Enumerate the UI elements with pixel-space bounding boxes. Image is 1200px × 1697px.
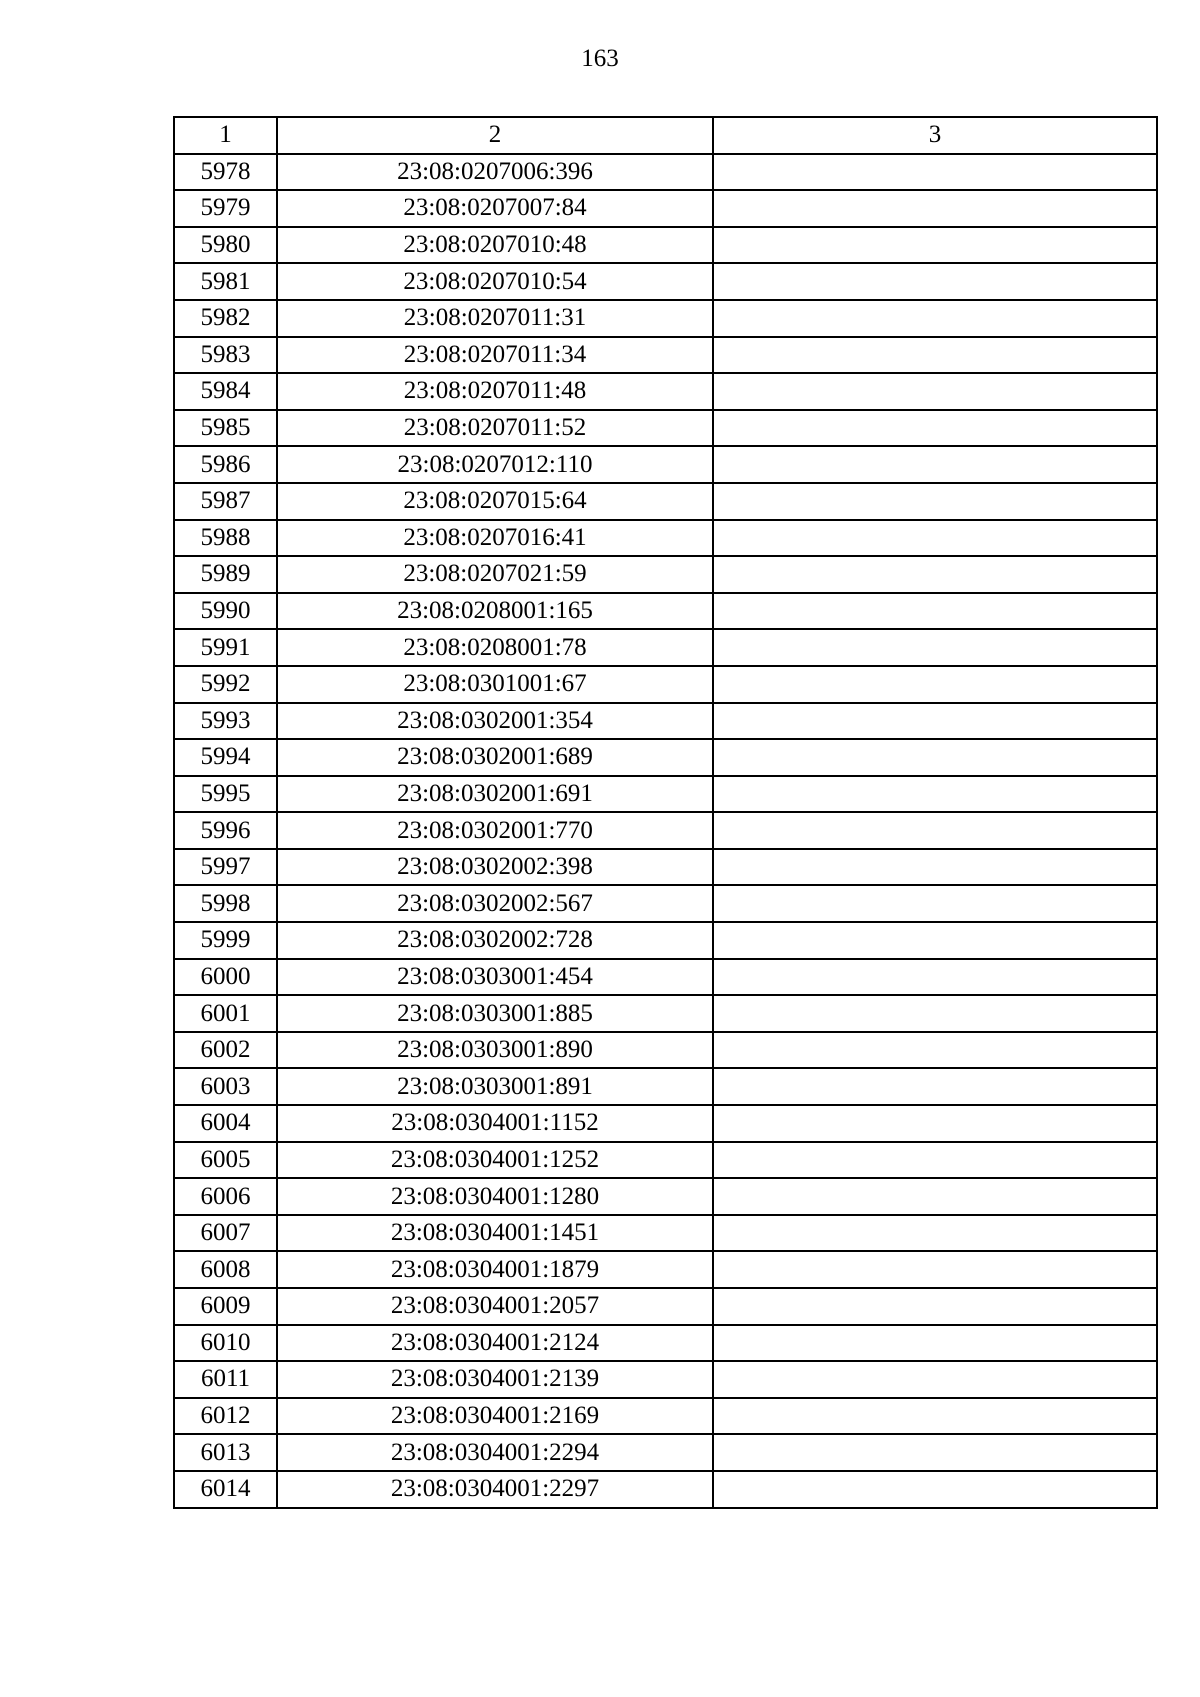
table-row [174,1471,1157,1508]
table-header-row [174,117,1157,154]
note-cell [713,410,1157,447]
cadastral-number-cell: 23:08:0207012:110 [277,446,713,483]
table-row [174,263,1157,300]
note-cell [713,885,1157,922]
row-number-cell: 6008 [174,1251,277,1288]
table-row [174,154,1157,191]
row-number-cell: 5985 [174,410,277,447]
table-row [174,1288,1157,1325]
note-cell [713,1068,1157,1105]
column-header-1: 1 [174,117,277,154]
table-row [174,300,1157,337]
cadastral-number-cell: 23:08:0207021:59 [277,556,713,593]
cadastral-number-cell: 23:08:0304001:1152 [277,1105,713,1142]
row-number-cell: 5980 [174,227,277,264]
note-cell [713,1471,1157,1508]
registry-table [173,116,1158,1509]
row-number-cell: 5987 [174,483,277,520]
row-number-cell: 5982 [174,300,277,337]
note-cell [713,593,1157,630]
table-row [174,1105,1157,1142]
row-number-cell: 5989 [174,556,277,593]
row-number-cell: 6007 [174,1215,277,1252]
note-cell [713,812,1157,849]
cadastral-number-cell: 23:08:0304001:1451 [277,1215,713,1252]
cadastral-number-cell: 23:08:0302002:567 [277,885,713,922]
cadastral-number-cell: 23:08:0303001:885 [277,995,713,1032]
note-cell [713,1325,1157,1362]
cadastral-number-cell: 23:08:0208001:78 [277,629,713,666]
note-cell [713,1105,1157,1142]
note-cell [713,556,1157,593]
row-number-cell: 5990 [174,593,277,630]
note-cell [713,1288,1157,1325]
note-cell [713,1398,1157,1435]
row-number-cell: 6000 [174,959,277,996]
row-number-cell: 6009 [174,1288,277,1325]
cadastral-number-cell: 23:08:0304001:2139 [277,1361,713,1398]
table-row [174,373,1157,410]
row-number-cell: 5999 [174,922,277,959]
row-number-cell: 5978 [174,154,277,191]
table-row [174,739,1157,776]
table-row [174,446,1157,483]
table-row [174,593,1157,630]
row-number-cell: 5998 [174,885,277,922]
table-row [174,885,1157,922]
cadastral-number-cell: 23:08:0208001:165 [277,593,713,630]
table-row [174,227,1157,264]
cadastral-number-cell: 23:08:0303001:890 [277,1032,713,1069]
row-number-cell: 5979 [174,190,277,227]
table-row [174,922,1157,959]
note-cell [713,154,1157,191]
table-row [174,776,1157,813]
table-row [174,849,1157,886]
cadastral-number-cell: 23:08:0207011:31 [277,300,713,337]
row-number-cell: 6013 [174,1434,277,1471]
table-row [174,959,1157,996]
column-header-3: 3 [713,117,1157,154]
cadastral-number-cell: 23:08:0304001:2124 [277,1325,713,1362]
note-cell [713,1142,1157,1179]
note-cell [713,629,1157,666]
note-cell [713,446,1157,483]
note-cell [713,1251,1157,1288]
note-cell [713,1178,1157,1215]
cadastral-number-cell: 23:08:0304001:2294 [277,1434,713,1471]
table-row [174,1142,1157,1179]
note-cell [713,1434,1157,1471]
row-number-cell: 5994 [174,739,277,776]
row-number-cell: 6003 [174,1068,277,1105]
table-row [174,337,1157,374]
note-cell [713,739,1157,776]
cadastral-number-cell: 23:08:0304001:1252 [277,1142,713,1179]
cadastral-number-cell: 23:08:0207010:48 [277,227,713,264]
note-cell [713,922,1157,959]
row-number-cell: 5981 [174,263,277,300]
note-cell [713,373,1157,410]
note-cell [713,263,1157,300]
note-cell [713,959,1157,996]
cadastral-number-cell: 23:08:0302002:398 [277,849,713,886]
cadastral-number-cell: 23:08:0304001:2297 [277,1471,713,1508]
note-cell [713,520,1157,557]
row-number-cell: 5993 [174,703,277,740]
cadastral-number-cell: 23:08:0304001:2057 [277,1288,713,1325]
note-cell [713,995,1157,1032]
row-number-cell: 6014 [174,1471,277,1508]
cadastral-number-cell: 23:08:0304001:1280 [277,1178,713,1215]
table-row [174,520,1157,557]
row-number-cell: 6006 [174,1178,277,1215]
row-number-cell: 6010 [174,1325,277,1362]
note-cell [713,1361,1157,1398]
table-row [174,666,1157,703]
cadastral-number-cell: 23:08:0207010:54 [277,263,713,300]
table-row [174,190,1157,227]
table-body [174,117,1157,1508]
row-number-cell: 5988 [174,520,277,557]
row-number-cell: 5983 [174,337,277,374]
page-number: 163 [581,45,619,72]
cadastral-number-cell: 23:08:0207011:48 [277,373,713,410]
cadastral-number-cell: 23:08:0302002:728 [277,922,713,959]
note-cell [713,227,1157,264]
cadastral-number-cell: 23:08:0302001:691 [277,776,713,813]
table-row [174,1032,1157,1069]
note-cell [713,337,1157,374]
cadastral-number-cell: 23:08:0302001:689 [277,739,713,776]
row-number-cell: 5992 [174,666,277,703]
note-cell [713,666,1157,703]
table-row [174,1215,1157,1252]
table-row [174,1251,1157,1288]
cadastral-number-cell: 23:08:0301001:67 [277,666,713,703]
cadastral-number-cell: 23:08:0207007:84 [277,190,713,227]
cadastral-number-cell: 23:08:0303001:891 [277,1068,713,1105]
cadastral-number-cell: 23:08:0303001:454 [277,959,713,996]
cadastral-number-cell: 23:08:0207011:52 [277,410,713,447]
cadastral-number-cell: 23:08:0207011:34 [277,337,713,374]
table-row [174,1068,1157,1105]
note-cell [713,300,1157,337]
note-cell [713,483,1157,520]
row-number-cell: 5991 [174,629,277,666]
table-row [174,1325,1157,1362]
note-cell [713,776,1157,813]
cadastral-number-cell: 23:08:0207015:64 [277,483,713,520]
table-row [174,995,1157,1032]
table-row [174,410,1157,447]
note-cell [713,703,1157,740]
table-row [174,1361,1157,1398]
cadastral-number-cell: 23:08:0207016:41 [277,520,713,557]
table-row [174,1398,1157,1435]
cadastral-number-cell: 23:08:0304001:2169 [277,1398,713,1435]
cadastral-number-cell: 23:08:0207006:396 [277,154,713,191]
cadastral-number-cell: 23:08:0304001:1879 [277,1251,713,1288]
table-row [174,1434,1157,1471]
column-header-2: 2 [277,117,713,154]
row-number-cell: 5997 [174,849,277,886]
table-row [174,483,1157,520]
table-row [174,812,1157,849]
row-number-cell: 5996 [174,812,277,849]
row-number-cell: 6005 [174,1142,277,1179]
row-number-cell: 5986 [174,446,277,483]
table-row [174,1178,1157,1215]
row-number-cell: 6002 [174,1032,277,1069]
row-number-cell: 6012 [174,1398,277,1435]
table-row [174,556,1157,593]
row-number-cell: 6001 [174,995,277,1032]
note-cell [713,1032,1157,1069]
row-number-cell: 5995 [174,776,277,813]
cadastral-number-cell: 23:08:0302001:770 [277,812,713,849]
note-cell [713,849,1157,886]
cadastral-number-cell: 23:08:0302001:354 [277,703,713,740]
note-cell [713,190,1157,227]
row-number-cell: 6004 [174,1105,277,1142]
row-number-cell: 6011 [174,1361,277,1398]
table-row [174,629,1157,666]
table-row [174,703,1157,740]
row-number-cell: 5984 [174,373,277,410]
note-cell [713,1215,1157,1252]
